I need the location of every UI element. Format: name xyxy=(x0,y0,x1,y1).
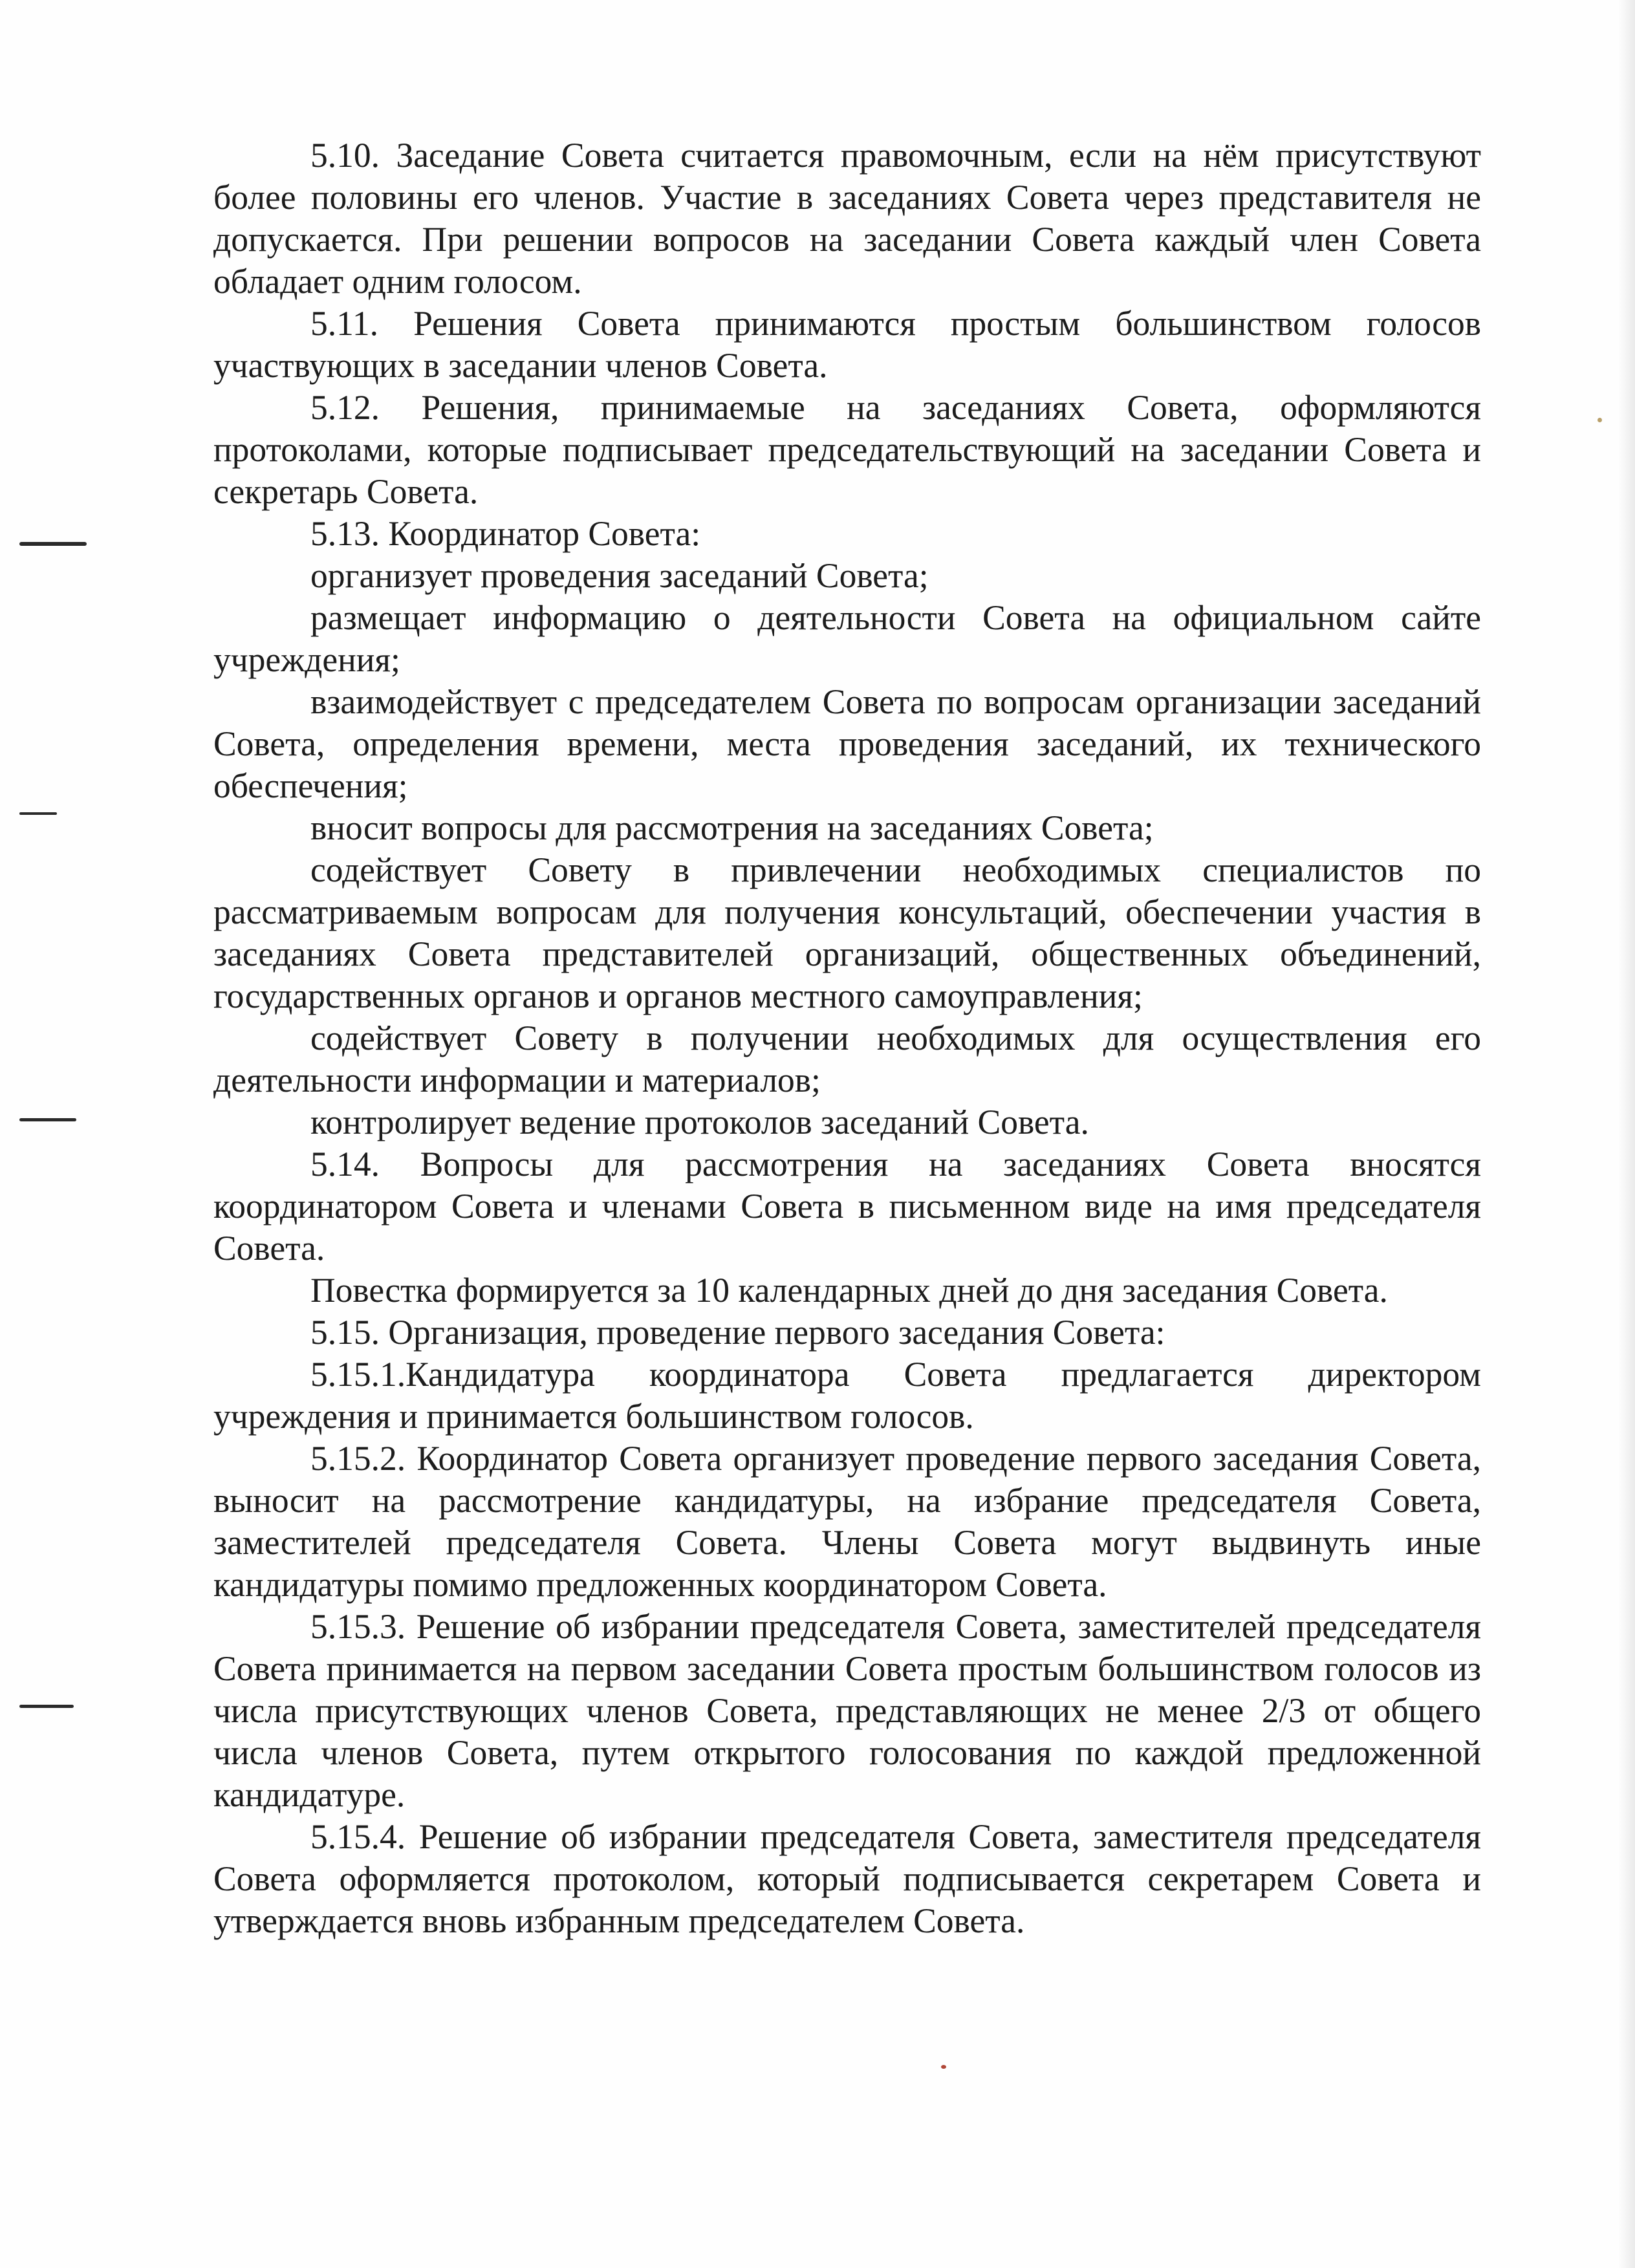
binder-hole-mark xyxy=(19,542,87,546)
paragraph-5-15-3: 5.15.3. Решение об избрании председателя Совета, заместителей председателя Совета принимается на первом заседании Совета простым большинством голосов из числа присутствующих членов Совета, представляющих не менее 2/3 от общего числа членов Совета, путем открытого голосования по каждой предложенной кандидатуре. xyxy=(213,1607,1481,1814)
paragraph-5-12: 5.12. Решения, принимаемые на заседаниях Совета, оформляются протоколами, которые подписывает председательствующий на заседании Совета и секретарь Совета. xyxy=(213,388,1481,511)
coordinator-duty-item: взаимодействует с председателем Совета по вопросам организации заседаний Совета, определения времени, места проведения заседаний, их технического обеспечения; xyxy=(213,682,1481,805)
scan-speck xyxy=(1597,418,1602,422)
coordinator-duty-item: контролирует ведение протоколов заседаний Совета. xyxy=(310,1103,1089,1141)
scan-edge-shadow xyxy=(1618,0,1635,2268)
binder-hole-mark xyxy=(19,1118,76,1121)
paragraph-5-15-4: 5.15.4. Решение об избрании председателя Совета, заместителя председателя Совета оформляется протоколом, который подписывается секретарем Совета и утверждается вновь избранным председателем Совета. xyxy=(213,1817,1481,1940)
paragraph-5-15: 5.15. Организация, проведение первого заседания Совета: xyxy=(310,1313,1165,1352)
paragraph-5-11: 5.11. Решения Совета принимаются простым большинством голосов участвующих в заседании членов Совета. xyxy=(213,304,1481,385)
coordinator-duty-item: содействует Совету в привлечении необходимых специалистов по рассматриваемым вопросам для получения консультаций, обеспечении участия в заседаниях Совета представителей организаций, общественных объединений, государственных органов и органов местного самоуправления; xyxy=(213,850,1481,1015)
paragraph-5-15-1: 5.15.1.Кандидатура координатора Совета предлагается директором учреждения и принимается большинством голосов. xyxy=(213,1355,1481,1436)
paragraph-5-10: 5.10. Заседание Совета считается правомочным, если на нём присутствуют более половины его членов. Участие в заседаниях Совета через представителя не допускается. При решении вопросов на заседании Совета каждый член Совета обладает одним голосом. xyxy=(213,136,1481,301)
paragraph-5-13: 5.13. Координатор Совета: xyxy=(310,514,701,553)
binder-hole-mark xyxy=(19,1705,74,1708)
binder-hole-mark xyxy=(19,812,57,815)
coordinator-duty-item: вносит вопросы для рассмотрения на заседаниях Совета; xyxy=(310,808,1154,847)
document-body xyxy=(213,135,1481,1942)
coordinator-duty-item: содействует Совету в получении необходимых для осуществления его деятельности информации и материалов; xyxy=(213,1019,1481,1099)
scan-speck xyxy=(941,2065,946,2069)
paragraph-5-14: 5.14. Вопросы для рассмотрения на заседаниях Совета вносятся координатором Совета и членами Совета в письменном виде на имя председателя Совета. xyxy=(213,1145,1481,1268)
coordinator-duty-item: организует проведения заседаний Совета; xyxy=(310,556,929,595)
paragraph-5-15-2: 5.15.2. Координатор Совета организует проведение первого заседания Совета, выносит на рассмотрение кандидатуры, на избрание председателя Совета, заместителей председателя Совета. Члены Совета могут выдвинуть иные кандидатуры помимо предложенных координатором Совета. xyxy=(213,1439,1481,1604)
coordinator-duty-item: размещает информацию о деятельности Совета на официальном сайте учреждения; xyxy=(213,598,1481,679)
agenda-paragraph: Повестка формируется за 10 календарных дней до дня заседания Совета. xyxy=(310,1271,1388,1310)
